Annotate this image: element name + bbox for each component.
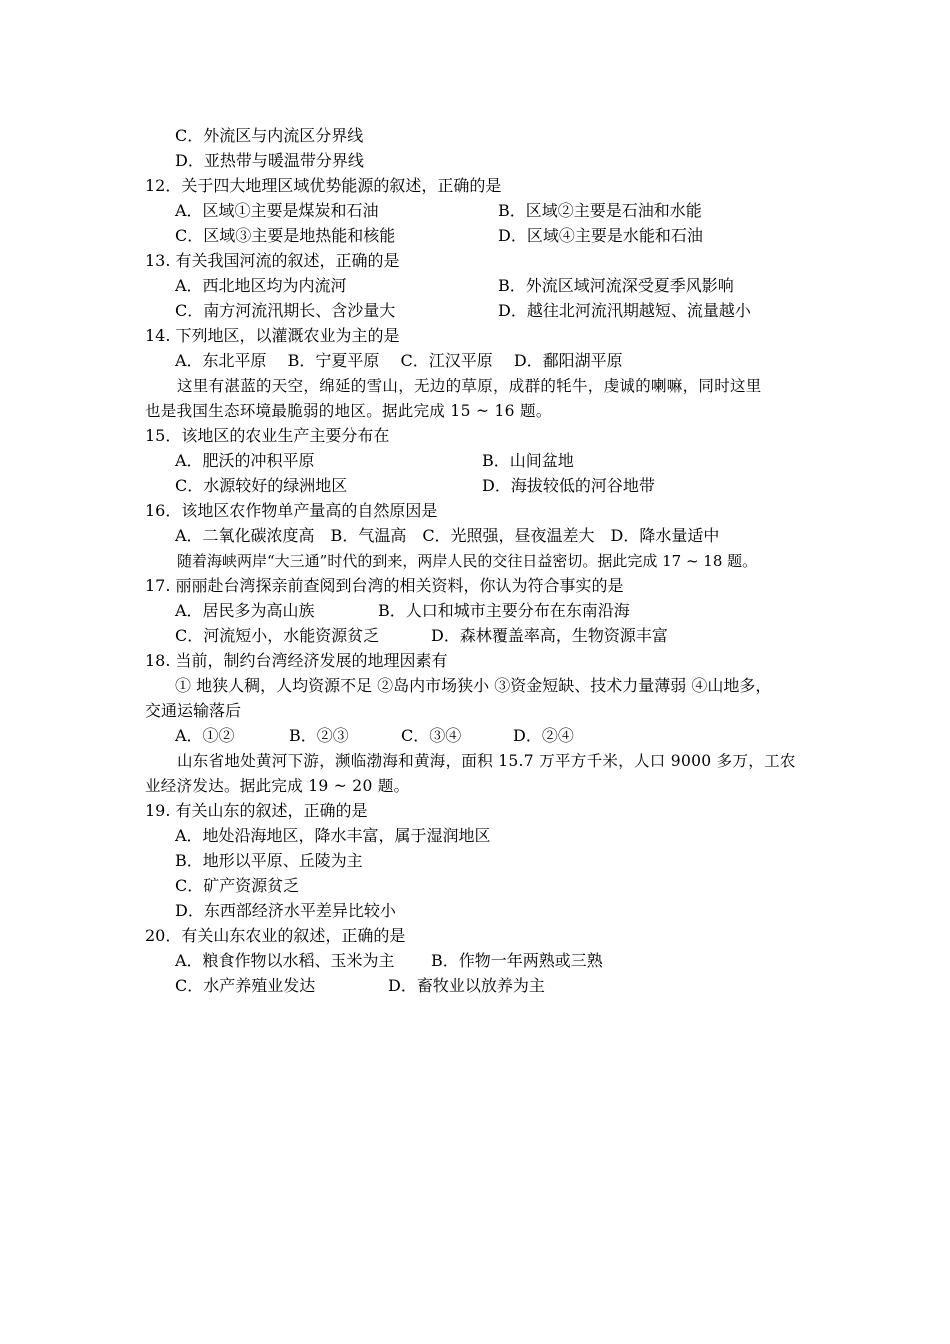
option-18b: B．②③ [289,726,349,745]
passage-17-18: 随着海峡两岸“大三通”时代的到来，两岸人民的交往日益密切。据此完成 17 ~ 18 题。 [177,552,758,570]
question-13-stem: 13. 有关我国河流的叙述，正确的是 [145,251,400,270]
option-13c: C．南方河流汛期长、含沙量大 [175,301,396,320]
option-18c: C．③④ [401,726,462,745]
option-12d: D．区域④主要是水能和石油 [498,226,703,245]
option-15c: C．水源较好的绿洲地区 [175,476,348,495]
option-19b: B．地形以平原、丘陵为主 [175,851,363,870]
option-20b: B．作物一年两熟或三熟 [431,951,603,970]
question-12-stem: 12．关于四大地理区域优势能源的叙述，正确的是 [145,176,502,195]
option-18d: D．②④ [513,726,574,745]
question-15-stem: 15．该地区的农业生产主要分布在 [145,426,390,445]
option-15b: B．山间盆地 [482,451,574,470]
option-11d: D．亚热带与暖温带分界线 [175,151,364,170]
question-14-stem: 14. 下列地区，以灌溉农业为主的是 [145,326,400,345]
passage-19-20-line2: 业经济发达。据此完成 19 ~ 20 题。 [145,777,410,795]
question-16-stem: 16．该地区农作物单产量高的自然原因是 [145,501,438,520]
option-11c: C．外流区与内流区分界线 [175,126,364,145]
question-17-stem: 17. 丽丽赴台湾探亲前查阅到台湾的相关资料，你认为符合事实的是 [145,576,624,595]
options-16: A．二氧化碳浓度高 B．气温高 C．光照强，昼夜温差大 D．降水量适中 [175,526,720,545]
passage-15-16-line2: 也是我国生态环境最脆弱的地区。据此完成 15 ~ 16 题。 [145,402,552,420]
question-20-stem: 20．有关山东农业的叙述，正确的是 [145,926,406,945]
option-19a: A．地处沿海地区，降水丰富，属于湿润地区 [175,826,491,845]
option-12b: B．区域②主要是石油和水能 [498,201,702,220]
option-17a: A．居民多为高山族 [175,601,315,620]
option-12a: A．区域①主要是煤炭和石油 [175,201,379,220]
question-18-factors-line2: 交通运输落后 [145,701,242,720]
option-17b: B．人口和城市主要分布在东南沿海 [378,601,630,620]
option-18a: A．①② [175,726,235,745]
options-14: A．东北平原 B．宁夏平原 C．江汉平原 D．鄱阳湖平原 [175,351,623,370]
option-13a: A．西北地区均为内流河 [175,276,347,295]
option-20d: D．畜牧业以放养为主 [388,976,545,995]
option-12c: C．区域③主要是地热能和核能 [175,226,396,245]
question-19-stem: 19. 有关山东的叙述，正确的是 [145,801,368,820]
option-19c: C．矿产资源贫乏 [175,876,300,895]
passage-19-20-line1: 山东省地处黄河下游，濒临渤海和黄海，面积 15.7 万平方千米，人口 9000 多万，工农 [177,752,796,770]
option-15d: D．海拔较低的河谷地带 [482,476,655,495]
option-20a: A．粮食作物以水稻、玉米为主 [175,951,395,970]
option-13d: D．越往北河流汛期越短、流量越小 [498,301,751,320]
option-19d: D．东西部经济水平差异比较小 [175,901,396,920]
question-18-factors-line1: ① 地狭人稠，人均资源不足 ②岛内市场狭小 ③资金短缺、技术力量薄弱 ④山地多， [175,676,772,695]
option-17d: D．森林覆盖率高，生物资源丰富 [431,626,668,645]
option-15a: A．肥沃的冲积平原 [175,451,315,470]
option-20c: C．水产养殖业发达 [175,976,316,995]
passage-15-16-line1: 这里有湛蓝的天空，绵延的雪山，无边的草原，成群的牦牛，虔诚的喇嘛，同时这里 [177,377,762,395]
question-18-stem: 18. 当前，制约台湾经济发展的地理因素有 [145,651,448,670]
option-13b: B．外流区域河流深受夏季风影响 [498,276,734,295]
option-17c: C．河流短小，水能资源贫乏 [175,626,380,645]
